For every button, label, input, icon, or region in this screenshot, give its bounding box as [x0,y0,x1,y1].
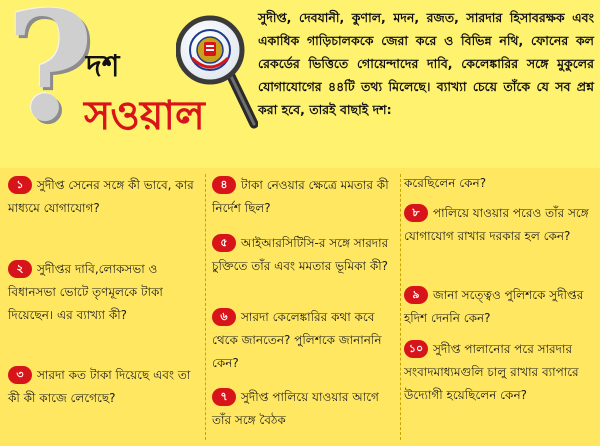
column-divider [205,174,206,440]
questions-column-1 [8,168,198,446]
question-item [404,202,594,248]
question-number: ৭ [212,388,236,406]
question-number: ৮ [404,204,428,222]
question-item [212,174,398,220]
title-top: দশ [86,49,120,84]
question-text: সুদীপ্ত পালিয়ে যাওয়ার আগে তাঁর সঙ্গে বৈঠক [212,390,379,427]
question-number: ২ [8,260,32,278]
header [0,0,600,168]
intro-paragraph: সুদীপ্ত, দেবযানী, কুণাল, মদন, রজত, সারদার হিসাবরক্ষক এবং একাধিক গাড়িচালককে জেরা করে ও বিভিন্ন নথি, ফোনের কল রেকর্ডের ভিত্তিতে গোয়েন্দাদের দাবি, কেলেঙ্কারির সঙ্গে মুকুলের যোগাযোগের ৪৪টি তথ্য মিলেছে। ব্যাখ্যা চেয়ে তাঁকে যে সব প্রশ্ন করা হবে, তারই বাছাই দশ: [258,10,594,117]
question-number: ৬ [212,308,236,326]
question-item [212,306,398,375]
questions-column-3 [404,168,594,446]
title-bottom: সওয়াল [84,93,205,139]
question-item [212,386,398,432]
questions-column-2 [212,168,398,446]
question-item [8,364,198,410]
question-item [404,284,594,330]
question-number: ১ [8,176,32,194]
question-number: ১০ [404,340,428,358]
question-mark-graphic: ? [6,0,94,155]
question-continuation: করেছিলেন কেন? [404,176,487,190]
question-text: টাকা নেওয়ার ক্ষেত্রে মমতার কী নির্দেশ ছিল? [212,178,389,215]
question-item [8,258,198,327]
column-divider [400,174,401,440]
question-number: ৯ [404,286,428,304]
question-text: জানা সত্ত্বেও পুলিশকে সুদীপ্তর হদিশ দেননি কেন? [404,288,584,325]
question-text: পালিয়ে যাওয়ার পরেও তাঁর সঙ্গে যোগাযোগ রাখার দরকার হল কেন? [404,206,589,243]
question-text: সুদীপ্ত সেনের সঙ্গে কী ভাবে, কার মাধ্যমে যোগাযোগ? [8,178,194,215]
question-item [404,338,594,407]
question-text: সুদীপ্তর দাবি,লোকসভা ও বিধানসভা ভোটে তৃণমূলকে টাকা দিয়েছেন। এর ব্যাখ্যা কী? [8,262,163,322]
question-text: সুদীপ্ত পালানোর পরে সারদার সংবাদমাধ্যমগুলি চালু রাখার ব্যাপারে উদ্যোগী হয়েছিলেন কেন? [404,342,579,402]
question-text: সারদা কেলেঙ্কারির কথা কবে থেকে জানতেন? পুলিশকে জানাননি কেন? [212,310,382,370]
magnifier-emblem-icon [176,12,258,130]
question-item [212,232,398,278]
question-number: ৩ [8,366,32,384]
question-item [8,174,198,220]
question-number: ৫ [212,234,236,252]
question-text: সারদা কত টাকা দিয়েছে এবং তা কী কী কাজে লেগেছে? [8,368,191,405]
questions-grid [0,168,600,446]
question-number: ৪ [212,176,236,194]
question-text: আইআরসিটিসি-র সঙ্গে সারদার চুক্তিতে তাঁর এবং মমতার ভূমিকা কী? [212,236,389,273]
